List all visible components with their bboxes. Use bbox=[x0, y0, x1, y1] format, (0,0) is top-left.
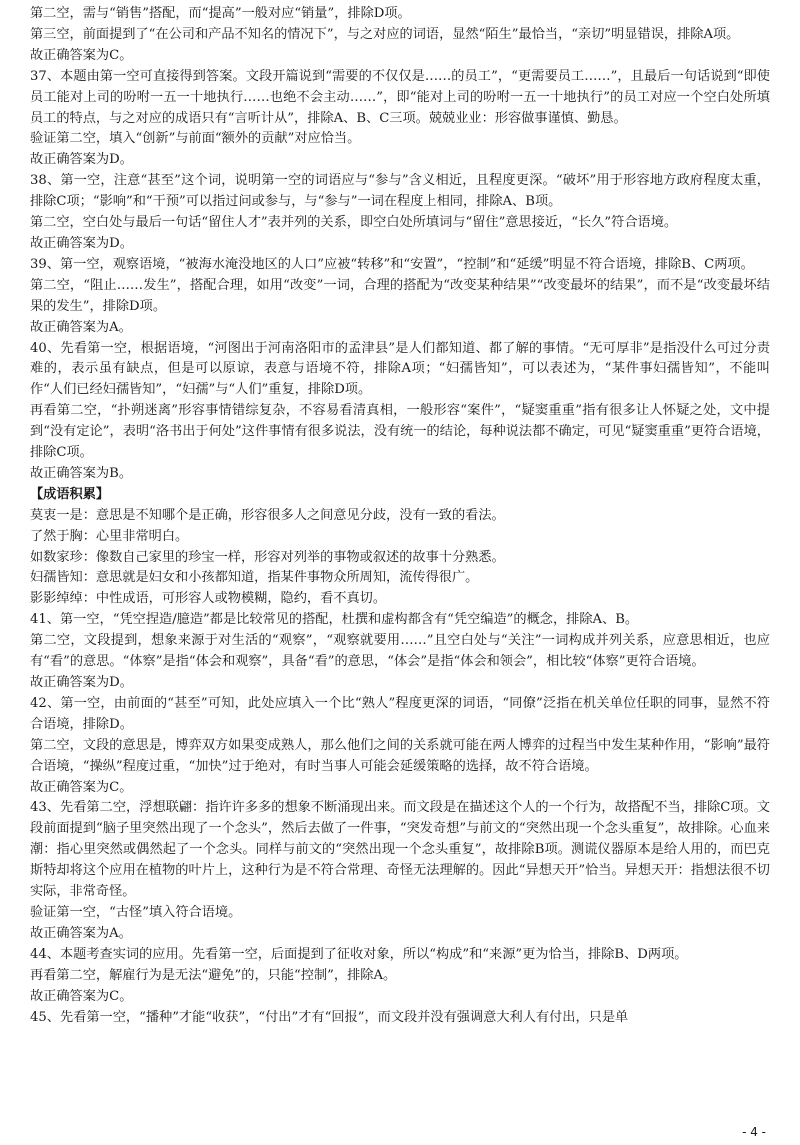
paragraph: 第三空，前面提到了“在公司和产品不知名的情况下”，与之对应的词语，显然“陌生”最恰当，“亲切”明显错误，排除A项。 bbox=[30, 26, 740, 42]
document-body bbox=[30, 4, 770, 1028]
paragraph: 38、第一空，注意“甚至”这个词，说明第一空的词语应与“参与”含义相近，且程度更深。“破坏”用于形容地方政府程度太重，排除C项；“影响”和“干预”可以指过问或参与，与“参与”一词在程度上相同，排除A、B项。 bbox=[30, 173, 770, 210]
paragraph: 39、第一空，观察语境，“被海水淹没地区的人口”应被“转移”和“安置”，“控制”和“延缓”明显不符合语境，排除B、C两项。 bbox=[30, 256, 754, 272]
paragraph: 第二空，“阻止……发生”，搭配合理，如用“改变”一词，合理的搭配为“改变某种结果”“改变最坏的结果”，而不是“改变最坏结果的发生”，排除D项。 bbox=[30, 277, 770, 314]
paragraph: 41、第一空，“凭空捏造/臆造”都是比较常见的搭配，杜撰和虚构都含有“凭空编造”的概念，排除A、B。 bbox=[30, 612, 639, 628]
paragraph: 44、本题考查实词的应用。先看第一空，后面提到了征收对象，所以“构成”和“来源”更为恰当，排除B、D两项。 bbox=[30, 946, 688, 962]
paragraph: 第二空，空白处与最后一句话“留住人才”表并列的关系，即空白处所填词与“留住”意思接近，“长久”符合语境。 bbox=[30, 215, 678, 231]
paragraph: 故正确答案为D。 bbox=[30, 235, 133, 251]
paragraph: 故正确答案为C。 bbox=[30, 779, 133, 795]
paragraph: 故正确答案为A。 bbox=[30, 319, 132, 335]
paragraph: 43、先看第二空，浮想联翩：指许许多多的想象不断涌现出来。而文段是在描述这个人的一个行为，故搭配不当，排除C项。文段前面提到“脑子里突然出现了一个念头”，然后去做了一件事，“突发奇想”与前文的“突然出现一个念头重复”，故排除。心血来潮：指心里突然或偶然起了一个念头。同样与前文的“突然出现一个念头重复”，故排除B项。测谎仪器原本是给人用的，而巴克斯特却将这个应用在植物的叶片上，这种行为是不符合常理、奇怪无法理解的。因此“异想天开”恰当。异想天开：指想法很不切实际，非常奇怪。 bbox=[30, 800, 770, 900]
paragraph: 莫衷一是：意思是不知哪个是正确，形容很多人之间意见分歧，没有一致的看法。 bbox=[30, 507, 505, 523]
paragraph: 再看第二空，解雇行为是无法“避免”的，只能“控制”，排除A。 bbox=[30, 967, 397, 983]
paragraph: 故正确答案为C。 bbox=[30, 988, 133, 1004]
paragraph: 验证第二空，填入“创新”与前面“额外的贡献”对应恰当。 bbox=[30, 131, 361, 147]
paragraph: 了然于胸：心里非常明白。 bbox=[30, 528, 189, 544]
paragraph: 第二空，文段的意思是，博弈双方如果变成熟人，那么他们之间的关系就可能在两人博弈的过程当中发生某种作用，“影响”最符合语境，“操纵”程度过重，“加快”过于绝对，有时当事人可能会延缓策略的选择，故不符合语境。 bbox=[30, 737, 770, 774]
paragraph: 37、本题由第一空可直接得到答案。文段开篇说到“需要的不仅仅是……的员工”，“更需要员工……”，且最后一句话说到“即使员工能对上司的吩咐一五一十地执行……也绝不会主动……”，即“能对上司的吩咐一五一十地执行”的员工对应一个空白处所填员工的特点，与之对应的成语只有“言听计从”，排除A、B、C三项。兢兢业业：形容做事谨慎、勤恳。 bbox=[30, 68, 770, 126]
paragraph: 故正确答案为C。 bbox=[30, 47, 133, 63]
paragraph: 影影绰绰：中性成语，可形容人或物模糊，隐约，看不真切。 bbox=[30, 591, 387, 607]
paragraph: 验证第一空，“古怪”填入符合语境。 bbox=[30, 904, 242, 920]
paragraph: 如数家珍：像数自己家里的珍宝一样，形容对列举的事物或叙述的故事十分熟悉。 bbox=[30, 549, 505, 565]
paragraph: 第二空，需与“销售”搭配，而“提高”一般对应“销量”，排除D项。 bbox=[30, 6, 411, 21]
section-heading: 【成语积累】 bbox=[30, 486, 110, 502]
paragraph: 故正确答案为D。 bbox=[30, 152, 133, 168]
paragraph: 故正确答案为A。 bbox=[30, 925, 132, 941]
paragraph: 45、先看第一空，“播种”才能“收获”，“付出”才有“回报”，而文段并没有强调意大利人有付出，只是单 bbox=[30, 1009, 629, 1025]
paragraph: 故正确答案为B。 bbox=[30, 465, 133, 481]
page-number: - 4 - bbox=[742, 1125, 766, 1139]
paragraph: 妇孺皆知：意思就是妇女和小孩都知道，指某件事物众所周知，流传得很广。 bbox=[30, 570, 479, 586]
paragraph: 40、先看第一空，根据语境，“河图出于河南洛阳市的孟津县”是人们都知道、都了解的事情。“无可厚非”是指没什么可过分责难的，表示虽有缺点，但是可以原谅，表意与语境不符，排除A项；“妇孺皆知”，可以表述为，“某件事妇孺皆知”，不能叫作“人们已经妇孺皆知”，“妇孺”与“人们”重复，排除D项。 bbox=[30, 340, 770, 398]
paragraph: 再看第二空，“扑朔迷离”形容事情错综复杂，不容易看清真相，一般形容“案件”，“疑窦重重”指有很多让人怀疑之处，文中提到“没有定论”，表明“洛书出于何处”这件事情有很多说法，没有统一的结论，每种说法都不确定，可见“疑窦重重”更符合语境，排除C项。 bbox=[30, 403, 770, 461]
paragraph: 第二空，文段提到，想象来源于对生活的“观察”，“观察就要用……”且空白处与“关注”一词构成并列关系，应意思相近，也应有“看”的意思。“体察”是指“体会和观察”，具备“看”的意思，“体会”是指“体会和领会”，相比较“体察”更符合语境。 bbox=[30, 633, 770, 670]
paragraph: 42、第一空，由前面的“甚至”可知，此处应填入一个比“熟人”程度更深的词语，“同僚”泛指在机关单位任职的同事，显然不符合语境，排除D。 bbox=[30, 695, 770, 732]
paragraph: 故正确答案为D。 bbox=[30, 675, 133, 690]
